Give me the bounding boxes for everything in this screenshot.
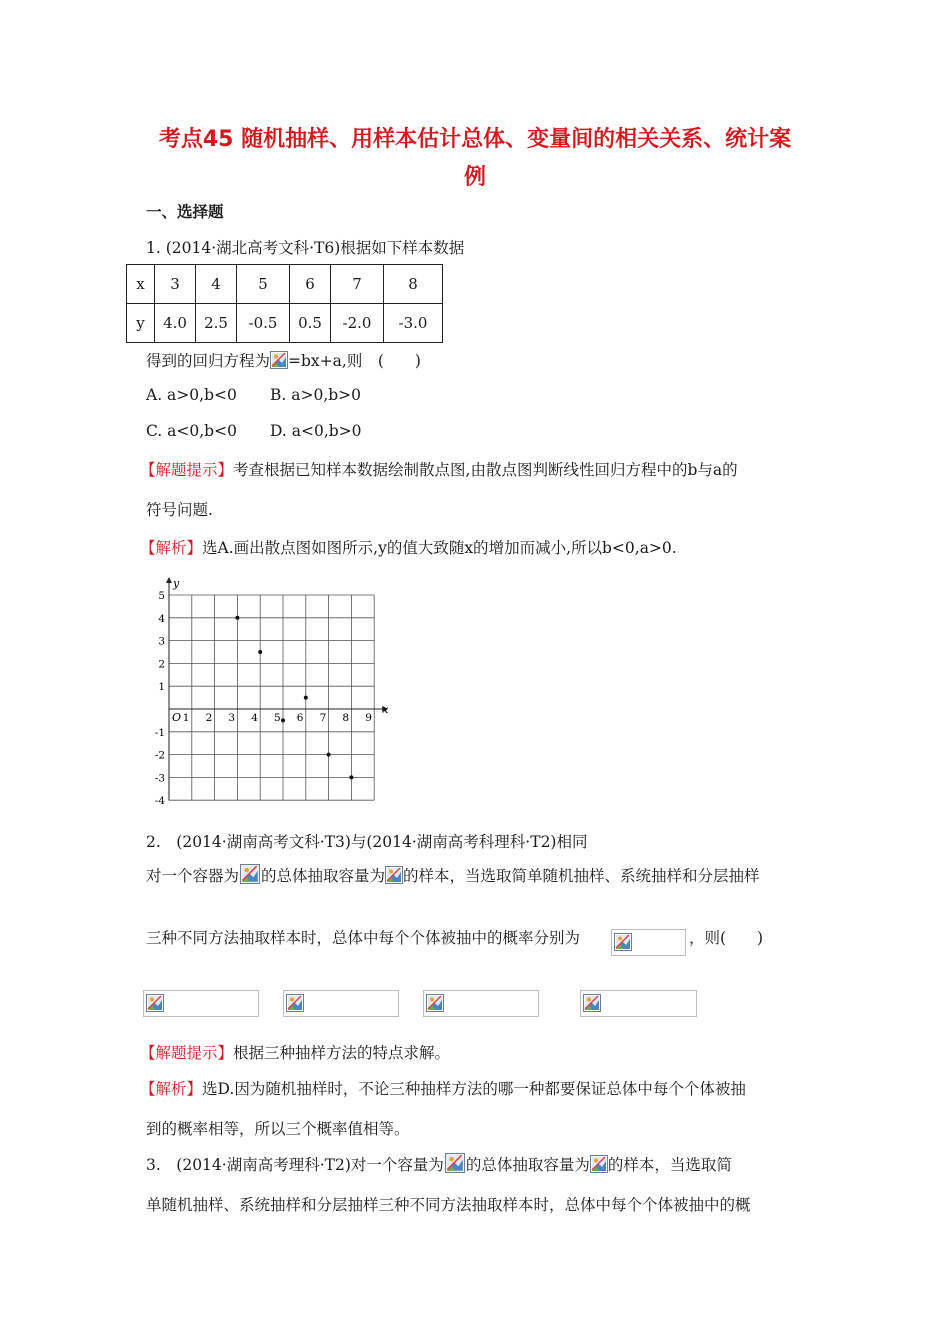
y-tick-label: -2: [154, 749, 165, 762]
broken-image-icon: [239, 864, 261, 884]
analysis-label: 【解析】: [140, 539, 203, 557]
y-tick-label: 3: [158, 635, 165, 648]
scatter-point: [281, 718, 285, 722]
table-cell: 6: [290, 265, 331, 304]
q2-analysis-line2: 到的概率相等，所以三个概率值相等。: [146, 1120, 410, 1138]
chart-grid: [169, 595, 374, 800]
table-header-y: y: [127, 304, 155, 343]
scatter-point: [235, 616, 239, 620]
q2-analysis-line1: [140, 1077, 746, 1099]
q3-line1-part-a: 3. (2014·湖南高考理科·T2)对一个容量为: [146, 1156, 444, 1174]
table-cell: 4.0: [155, 304, 196, 343]
chart-axes: [166, 577, 389, 800]
scatter-point: [349, 775, 353, 779]
q3-line1: [146, 1153, 732, 1175]
q1-stem: 1. (2014·湖北高考文科·T6)根据如下样本数据: [146, 239, 465, 257]
y-tick-label: 2: [158, 658, 165, 671]
y-tick-label: -4: [154, 795, 165, 808]
q2-source: 2. (2014·湖南高考文科·T3)与(2014·湖南高考科理科·T2)相同: [146, 833, 588, 851]
x-tick-label: 1: [182, 712, 190, 724]
q1-hint-line2: 符号问题.: [146, 501, 213, 519]
option-d: D. a<0,b>0: [270, 422, 362, 440]
hint-text: 考查根据已知样本数据绘制散点图,由散点图判断线性回归方程中的b与a的: [233, 461, 738, 479]
x-tick-label: 9: [365, 712, 372, 724]
q1-equation-line: [146, 349, 421, 371]
broken-image-icon: [286, 994, 304, 1012]
y-tick-label: 1: [158, 681, 165, 694]
option-b-image-box: [283, 990, 399, 1017]
broken-image-icon: [583, 994, 601, 1012]
x-tick-label: 4: [251, 712, 258, 724]
y-axis-label: y: [173, 577, 180, 590]
q2-line2: 三种不同方法抽取样本时，总体中每个个体被抽中的概率分别为: [146, 929, 581, 947]
x-tick-label: 5: [274, 712, 281, 724]
x-tick-label: 8: [342, 712, 350, 724]
table-cell: 5: [237, 265, 290, 304]
scatter-point: [258, 650, 262, 654]
table-cell: 3: [155, 265, 196, 304]
table-row-y: [127, 304, 443, 343]
x-tick-label: 6: [296, 712, 304, 724]
hint-text: 根据三种抽样方法的特点求解。: [233, 1044, 451, 1062]
q1-analysis: [140, 536, 677, 558]
broken-image-icon: [270, 351, 288, 369]
probability-image-box: [611, 929, 686, 956]
option-c-image-box: [423, 990, 539, 1017]
section-heading: 一、选择题: [146, 203, 224, 221]
table-row-x: [127, 265, 443, 304]
analysis-text: 选A.画出散点图如图所示,y的值大致随x的增加而减小,所以b<0,a>0.: [202, 539, 677, 557]
hint-label: 【解题提示】: [140, 1044, 234, 1062]
x-axis-label: x: [382, 703, 389, 716]
page-title-line2: 例: [463, 165, 486, 190]
table-cell: -0.5: [237, 304, 290, 343]
x-tick-label: 7: [319, 712, 327, 724]
option-c: C. a<0,b<0: [146, 422, 237, 440]
x-tick-label: 2: [205, 712, 213, 724]
broken-image-icon: [444, 1153, 466, 1173]
broken-image-icon: [146, 994, 164, 1012]
x-tick-label: 3: [228, 712, 236, 724]
hint-label: 【解题提示】: [140, 461, 234, 479]
y-tick-label: -3: [154, 772, 165, 785]
q2-line2-end: ，则( ): [689, 929, 764, 947]
broken-image-icon: [614, 933, 632, 951]
table-cell: 7: [331, 265, 384, 304]
q1-hint-line1: [140, 458, 738, 480]
table-header-x: x: [127, 265, 155, 304]
q3-line2: 单随机抽样、系统抽样和分层抽样三种不同方法抽取样本时，总体中每个个体被抽中的概: [146, 1196, 751, 1214]
scatter-plot: [140, 572, 400, 812]
y-tick-label: 5: [158, 590, 165, 602]
option-b: B. a>0,b>0: [270, 386, 362, 404]
q2-line1-part-a: 对一个容器为: [146, 867, 240, 885]
q2-line1: [146, 864, 760, 886]
option-d-image-box: [580, 990, 697, 1017]
q2-line1-part-b: 的总体抽取容量为: [261, 867, 386, 885]
sample-data-table: [126, 264, 443, 343]
chart-tick-labels: [155, 590, 372, 807]
y-tick-label: -1: [154, 726, 165, 739]
scatter-point: [304, 696, 308, 700]
y-tick-label: 4: [158, 612, 165, 625]
table-cell: -2.0: [331, 304, 384, 343]
page-title-line1: 考点45 随机抽样、用样本估计总体、变量间的相关关系、统计案: [158, 127, 792, 152]
table-cell: 2.5: [196, 304, 237, 343]
broken-image-icon: [590, 1155, 608, 1173]
option-a-image-box: [143, 990, 259, 1017]
q3-line1-part-c: 的样本，当选取简: [607, 1156, 732, 1174]
broken-image-icon: [426, 994, 444, 1012]
q1-equation-after: =bx+a,则 ( ): [288, 352, 421, 370]
option-a: A. a>0,b<0: [146, 386, 237, 404]
q2-line1-part-c: 的样本，当选取简单随机抽样、系统抽样和分层抽样: [403, 867, 760, 885]
y-axis-arrow: [166, 577, 172, 583]
origin-label: O: [172, 711, 182, 724]
q2-hint: [140, 1041, 450, 1063]
q3-line1-part-b: 的总体抽取容量为: [465, 1156, 590, 1174]
scatter-point: [327, 753, 331, 757]
analysis-label: 【解析】: [140, 1080, 203, 1098]
broken-image-icon: [385, 866, 403, 884]
table-cell: 0.5: [290, 304, 331, 343]
analysis-text: 选D.因为随机抽样时，不论三种抽样方法的哪一种都要保证总体中每个个体被抽: [202, 1080, 746, 1098]
table-cell: 8: [384, 265, 443, 304]
q1-equation-before: 得到的回归方程为: [146, 352, 271, 370]
table-cell: 4: [196, 265, 237, 304]
table-cell: -3.0: [384, 304, 443, 343]
